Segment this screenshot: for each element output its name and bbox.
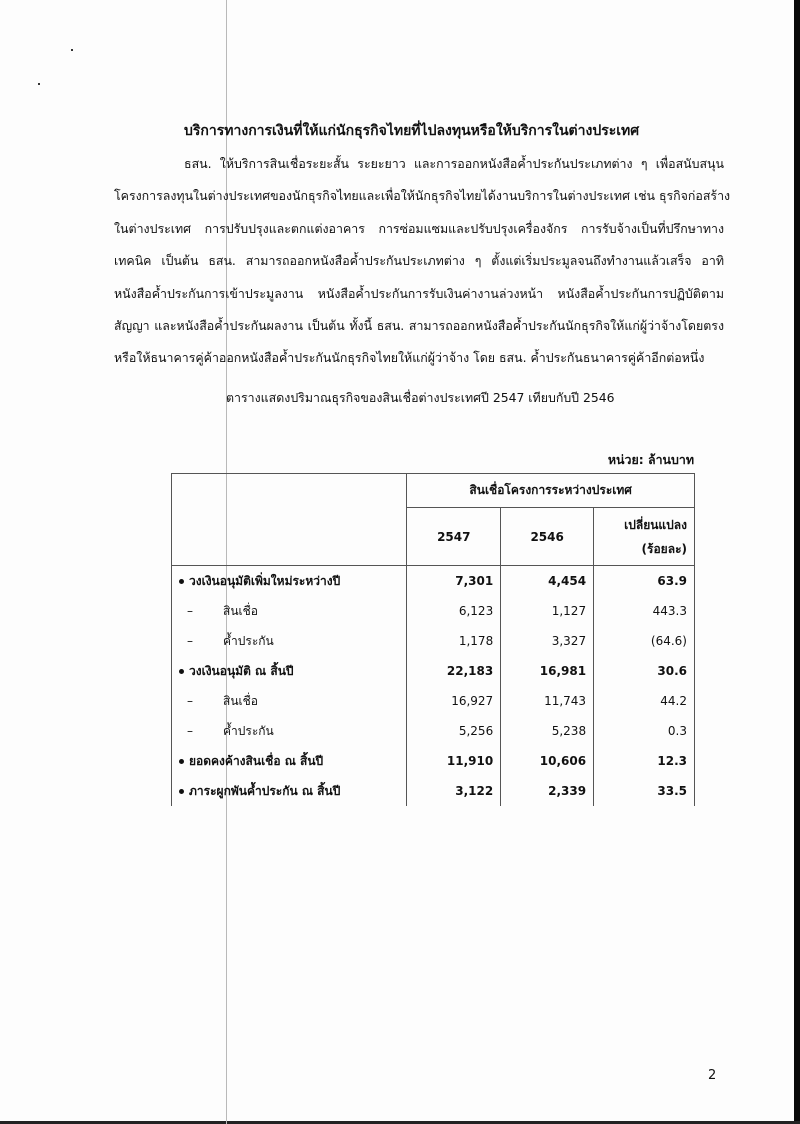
value-change: 12.3 [594,746,695,776]
row-label-cell [172,776,407,806]
bullet-icon [179,789,184,794]
scan-speck [71,49,73,51]
paragraph-line: เทคนิค เป็นต้น ธสน. สามารถออกหนังสือค้ำประกันประเภทต่าง ๆ ตั้งแต่เริ่มประมูลจนถึงทำงานแล้วเสร็จ อาทิ [114,253,724,269]
paragraph-line: หนังสือค้ำประกันการเข้าประมูลงาน หนังสือค้ำประกันการรับเงินค่างานล่วงหน้า หนังสือค้ำประกันการปฏิบัติตาม [114,285,724,301]
table-row [172,746,695,776]
value-change: 44.2 [594,686,695,716]
value-change: 0.3 [594,716,695,746]
row-label: สินเชื่อ [223,603,258,618]
scan-border-right [794,0,800,1124]
dash-marker: – [187,603,193,618]
row-label: ค้ำประกัน [223,723,274,738]
row-label-cell [172,626,407,656]
value-2546: 3,327 [501,626,594,656]
dash-marker: – [187,633,193,648]
value-change: 63.9 [594,566,695,597]
row-label: วงเงินอนุมัติ ณ สิ้นปี [189,663,294,678]
table-row [172,626,695,656]
value-2547: 5,256 [407,716,501,746]
value-2547: 16,927 [407,686,501,716]
table-caption: ตารางแสดงปริมาณธุรกิจของสินเชื่อต่างประเทศปี 2547 เทียบกับปี 2546 [226,390,615,405]
header-blank-cell [172,474,407,566]
group-header: สินเชื่อโครงการระหว่างประเทศ [407,474,695,508]
table-row [172,716,695,746]
bullet-icon [179,579,184,584]
table-row [172,596,695,626]
value-2547: 6,123 [407,596,501,626]
row-label-cell [172,656,407,686]
bullet-icon [179,669,184,674]
value-change: 33.5 [594,776,695,806]
value-2546: 5,238 [501,716,594,746]
row-label-cell [172,686,407,716]
value-2546: 4,454 [501,566,594,597]
header-change-line1: เปลี่ยนแปลง [624,517,687,532]
header-2547: 2547 [407,508,501,566]
value-2547: 22,183 [407,656,501,686]
unit-label: หน่วย: ล้านบาท [607,452,694,467]
table-row [172,566,695,597]
value-2547: 7,301 [407,566,501,597]
table-row [172,776,695,806]
row-label: วงเงินอนุมัติเพิ่มใหม่ระหว่างปี [189,573,341,588]
credit-table [171,473,695,806]
value-2546: 16,981 [501,656,594,686]
value-change: 443.3 [594,596,695,626]
paragraph-line: โครงการลงทุนในต่างประเทศของนักธุรกิจไทยและเพื่อให้นักธุรกิจไทยได้งานบริการในต่างประเทศ เช่น ธุรกิจก่อสร้าง [114,188,731,204]
value-2546: 11,743 [501,686,594,716]
row-label: ยอดคงค้างสินเชื่อ ณ สิ้นปี [189,753,324,768]
value-2546: 1,127 [501,596,594,626]
row-label-cell [172,716,407,746]
value-2546: 10,606 [501,746,594,776]
dash-marker: – [187,693,193,708]
row-label-cell [172,746,407,776]
page-number: 2 [708,1068,717,1083]
body-paragraph [114,148,731,375]
paragraph-line: ในต่างประเทศ การปรับปรุงและตกแต่งอาคาร การซ่อมแซมและปรับปรุงเครื่องจักร การรับจ้างเป็นที่ปรึกษาทาง [114,220,724,236]
table-row [172,686,695,716]
header-change-line2: (ร้อยละ) [641,541,687,556]
scan-speck [38,83,40,85]
header-2546: 2546 [501,508,594,566]
row-label: ภาระผูกพันค้ำประกัน ณ สิ้นปี [189,783,341,798]
row-label: สินเชื่อ [223,693,258,708]
row-label: ค้ำประกัน [223,633,274,648]
dash-marker: – [187,723,193,738]
paragraph-line: หรือให้ธนาคารคู่ค้าออกหนังสือค้ำประกันนักธุรกิจไทยให้แก่ผู้ว่าจ้าง โดย ธสน. ค้ำประกันธนาคารคู่ค้าอีกต่อหนึ่ง [114,350,705,366]
bullet-icon [179,759,184,764]
row-label-cell [172,566,407,597]
value-2546: 2,339 [501,776,594,806]
value-2547: 1,178 [407,626,501,656]
value-change: (64.6) [594,626,695,656]
header-change [594,508,695,566]
value-change: 30.6 [594,656,695,686]
paragraph-line: ธสน. ให้บริการสินเชื่อระยะสั้น ระยะยาว และการออกหนังสือค้ำประกันประเภทต่าง ๆ เพื่อสนับสนุน [184,156,724,171]
value-2547: 3,122 [407,776,501,806]
value-2547: 11,910 [407,746,501,776]
paragraph-line: สัญญา และหนังสือค้ำประกันผลงาน เป็นต้น ทั้งนี้ ธสน. สามารถออกหนังสือค้ำประกันนักธุรกิจให้แก่ผู้ว่าจ้างโดยตรง [114,318,724,334]
row-label-cell [172,596,407,626]
section-heading: บริการทางการเงินที่ให้แก่นักธุรกิจไทยที่ไปลงทุนหรือให้บริการในต่างประเทศ [184,123,640,139]
table-row [172,656,695,686]
